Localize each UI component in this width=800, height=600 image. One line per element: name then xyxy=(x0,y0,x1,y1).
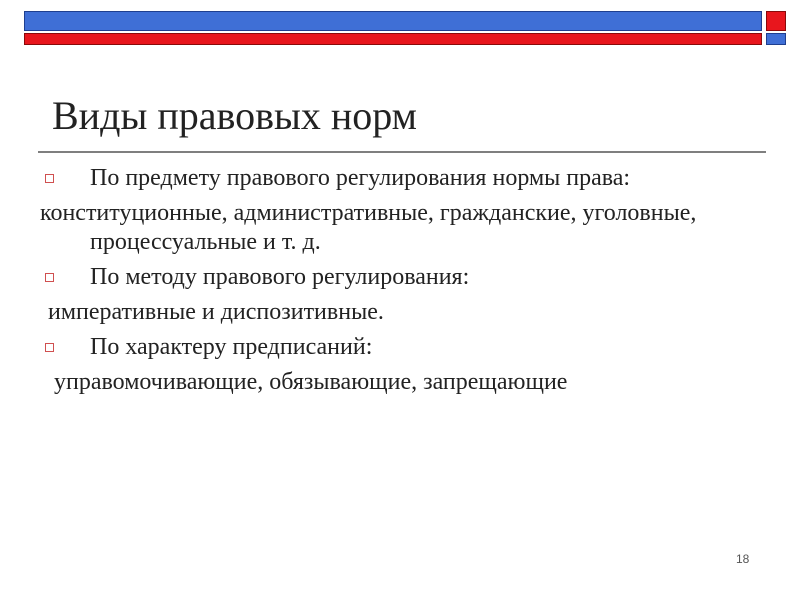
corner-square-red xyxy=(766,11,786,31)
slide-content xyxy=(38,164,768,397)
header-bar-blue xyxy=(24,11,762,31)
slide-number: 18 xyxy=(736,552,750,566)
slide-title: Виды правовых норм xyxy=(52,93,417,138)
list-item-text: управомочивающие, обязывающие, запрещающие xyxy=(54,369,568,395)
list-item-text: По характеру предписаний: xyxy=(90,334,373,360)
list-item-text: По предмету правового регулирования нормы права: xyxy=(90,165,631,191)
list-item-text: конституционные, административные, гражданские, уголовные, процессуальные и т. д. xyxy=(40,200,697,255)
list-item xyxy=(38,333,768,362)
list-item xyxy=(38,164,768,193)
list-item xyxy=(38,368,768,397)
list-item xyxy=(38,298,768,327)
list-item-text: По методу правового регулирования: xyxy=(90,264,470,290)
square-bullet-icon xyxy=(45,343,54,352)
square-bullet-icon xyxy=(45,273,54,282)
list-item xyxy=(38,263,768,292)
header-bar-red xyxy=(24,33,762,45)
title-divider xyxy=(38,151,766,153)
list-item-text: императивные и диспозитивные. xyxy=(48,299,384,325)
square-bullet-icon xyxy=(45,174,54,183)
corner-square-blue xyxy=(766,33,786,45)
list-item xyxy=(38,199,768,257)
